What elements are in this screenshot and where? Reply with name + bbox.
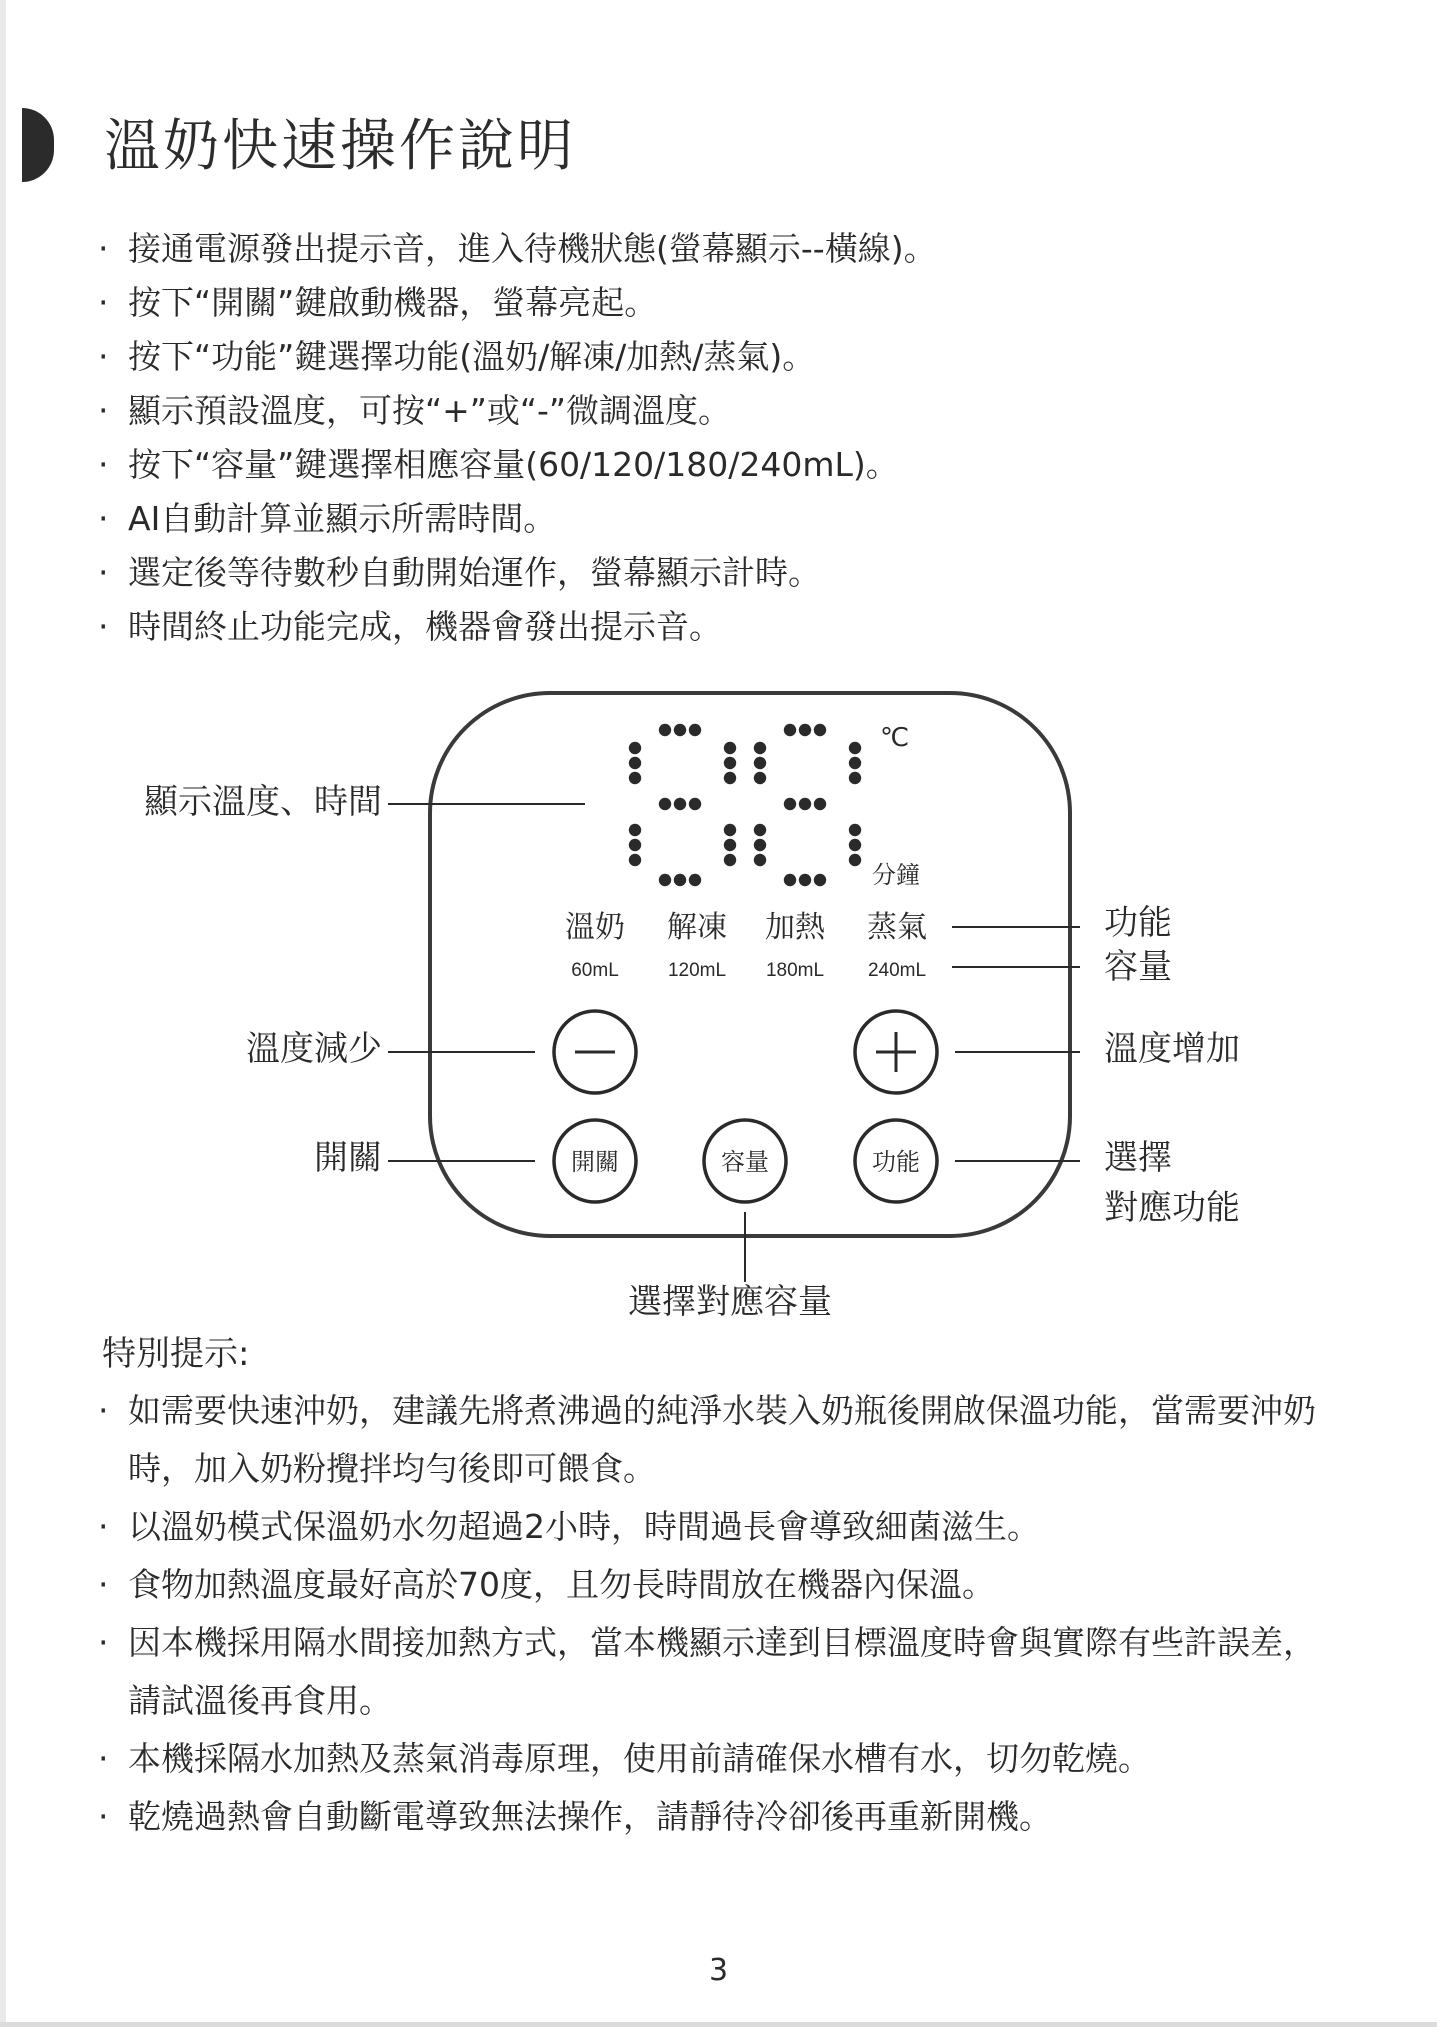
list-item: · 按下“容量”鍵選擇相應容量(60/120/180/240mL)。	[98, 438, 937, 492]
list-item: · 接通電源發出提示音，進入待機狀態(螢幕顯示--橫線)。	[98, 222, 937, 276]
list-item: · AI自動計算並顯示所需時間。	[98, 492, 937, 546]
display-dot	[754, 839, 766, 851]
display-dot	[724, 772, 736, 784]
display-dot	[659, 798, 671, 810]
display-dot	[814, 874, 826, 886]
callout-temp-up: 溫度增加	[1104, 1029, 1240, 1069]
time-unit-label: 分鐘	[872, 861, 920, 889]
display-dot	[724, 824, 736, 836]
function-label-steam: 蒸氣	[867, 910, 927, 945]
display-dot	[849, 839, 861, 851]
display-dot	[799, 798, 811, 810]
list-item: · 乾燒過熱會自動斷電導致無法操作，請靜待冷卻後再重新開機。	[98, 1788, 1348, 1846]
display-dot	[629, 839, 641, 851]
callout-volume: 容量	[1104, 947, 1172, 987]
page-number: 3	[708, 1953, 729, 1988]
list-item: · 按下“開關”鍵啟動機器，螢幕亮起。	[98, 276, 937, 330]
callout-power: 開關	[314, 1138, 382, 1178]
display-dot	[689, 798, 701, 810]
list-item: · 以溫奶模式保溫奶水勿超過2小時，時間過長會導致細菌滋生。	[98, 1498, 1348, 1556]
display-dot	[814, 798, 826, 810]
callout-select-function-line2: 對應功能	[1104, 1188, 1240, 1228]
display-dot	[674, 798, 686, 810]
display-dot	[849, 757, 861, 769]
volume-label-60: 60mL	[571, 960, 619, 981]
power-button[interactable]	[554, 1120, 636, 1202]
display-dot	[674, 724, 686, 736]
callout-select-volume: 選擇對應容量	[628, 1282, 832, 1322]
power-button-label: 開關	[571, 1148, 619, 1176]
display-dot	[754, 824, 766, 836]
display-dot	[799, 724, 811, 736]
display-dot	[689, 874, 701, 886]
display-dot	[724, 757, 736, 769]
digit-display	[629, 724, 861, 886]
display-dot	[754, 742, 766, 754]
function-label-thaw: 解凍	[667, 910, 727, 945]
volume-button-label: 容量	[721, 1148, 769, 1176]
volume-button[interactable]	[704, 1120, 786, 1202]
notes-heading: 特別提示:	[102, 1334, 250, 1374]
temperature-unit-label: ℃	[880, 723, 910, 753]
display-dot	[724, 854, 736, 866]
volume-label-180: 180mL	[765, 960, 825, 981]
display-dot	[724, 839, 736, 851]
display-dot	[799, 874, 811, 886]
list-item: · 因本機採用隔水間接加熱方式，當本機顯示達到目標溫度時會與實際有些許誤差，請試溫後再食用。	[98, 1614, 1348, 1730]
function-button-label: 功能	[872, 1148, 920, 1176]
display-dot	[849, 824, 861, 836]
display-dot	[629, 824, 641, 836]
display-dot	[724, 742, 736, 754]
display-dot	[754, 772, 766, 784]
list-item: · 食物加熱溫度最好高於70度，且勿長時間放在機器內保溫。	[98, 1556, 1348, 1614]
display-dot	[754, 757, 766, 769]
page-title: 溫奶快速操作說明	[104, 114, 576, 179]
list-item: · 時間終止功能完成，機器會發出提示音。	[98, 600, 937, 654]
display-dot	[849, 772, 861, 784]
callout-select-function-line1: 選擇	[1104, 1138, 1172, 1178]
notes-list	[98, 1382, 1348, 1846]
list-item: · 按下“功能”鍵選擇功能(溫奶/解凍/加熱/蒸氣)。	[98, 330, 937, 384]
function-label-warm-milk: 溫奶	[565, 910, 625, 945]
plus-button[interactable]	[855, 1011, 937, 1093]
display-dot	[784, 724, 796, 736]
callout-temp-down: 溫度減少	[246, 1029, 382, 1069]
callout-function: 功能	[1104, 903, 1172, 943]
function-button[interactable]	[855, 1120, 937, 1202]
display-dot	[629, 854, 641, 866]
display-dot	[689, 724, 701, 736]
display-dot	[784, 874, 796, 886]
display-dot	[674, 874, 686, 886]
display-dot	[754, 854, 766, 866]
display-dot	[849, 742, 861, 754]
display-dot	[849, 854, 861, 866]
display-dot	[629, 742, 641, 754]
display-dot	[629, 772, 641, 784]
display-dot	[659, 874, 671, 886]
volume-label-240: 240mL	[867, 960, 927, 981]
display-dot	[629, 757, 641, 769]
list-item: · 如需要快速沖奶，建議先將煮沸過的純淨水裝入奶瓶後開啟保溫功能，當需要沖奶時，加入奶粉攪拌均勻後即可餵食。	[98, 1382, 1348, 1498]
list-item: · 本機採隔水加熱及蒸氣消毒原理，使用前請確保水槽有水，切勿乾燒。	[98, 1730, 1348, 1788]
display-dot	[659, 724, 671, 736]
function-label-heat: 加熱	[765, 910, 825, 945]
minus-button[interactable]	[554, 1011, 636, 1093]
display-dot	[784, 798, 796, 810]
volume-label-120: 120mL	[667, 960, 727, 981]
display-dot	[814, 724, 826, 736]
list-item: · 顯示預設溫度，可按“+”或“-”微調溫度。	[98, 384, 937, 438]
callout-display: 顯示溫度、時間	[144, 782, 382, 822]
list-item: · 選定後等待數秒自動開始運作，螢幕顯示計時。	[98, 546, 937, 600]
